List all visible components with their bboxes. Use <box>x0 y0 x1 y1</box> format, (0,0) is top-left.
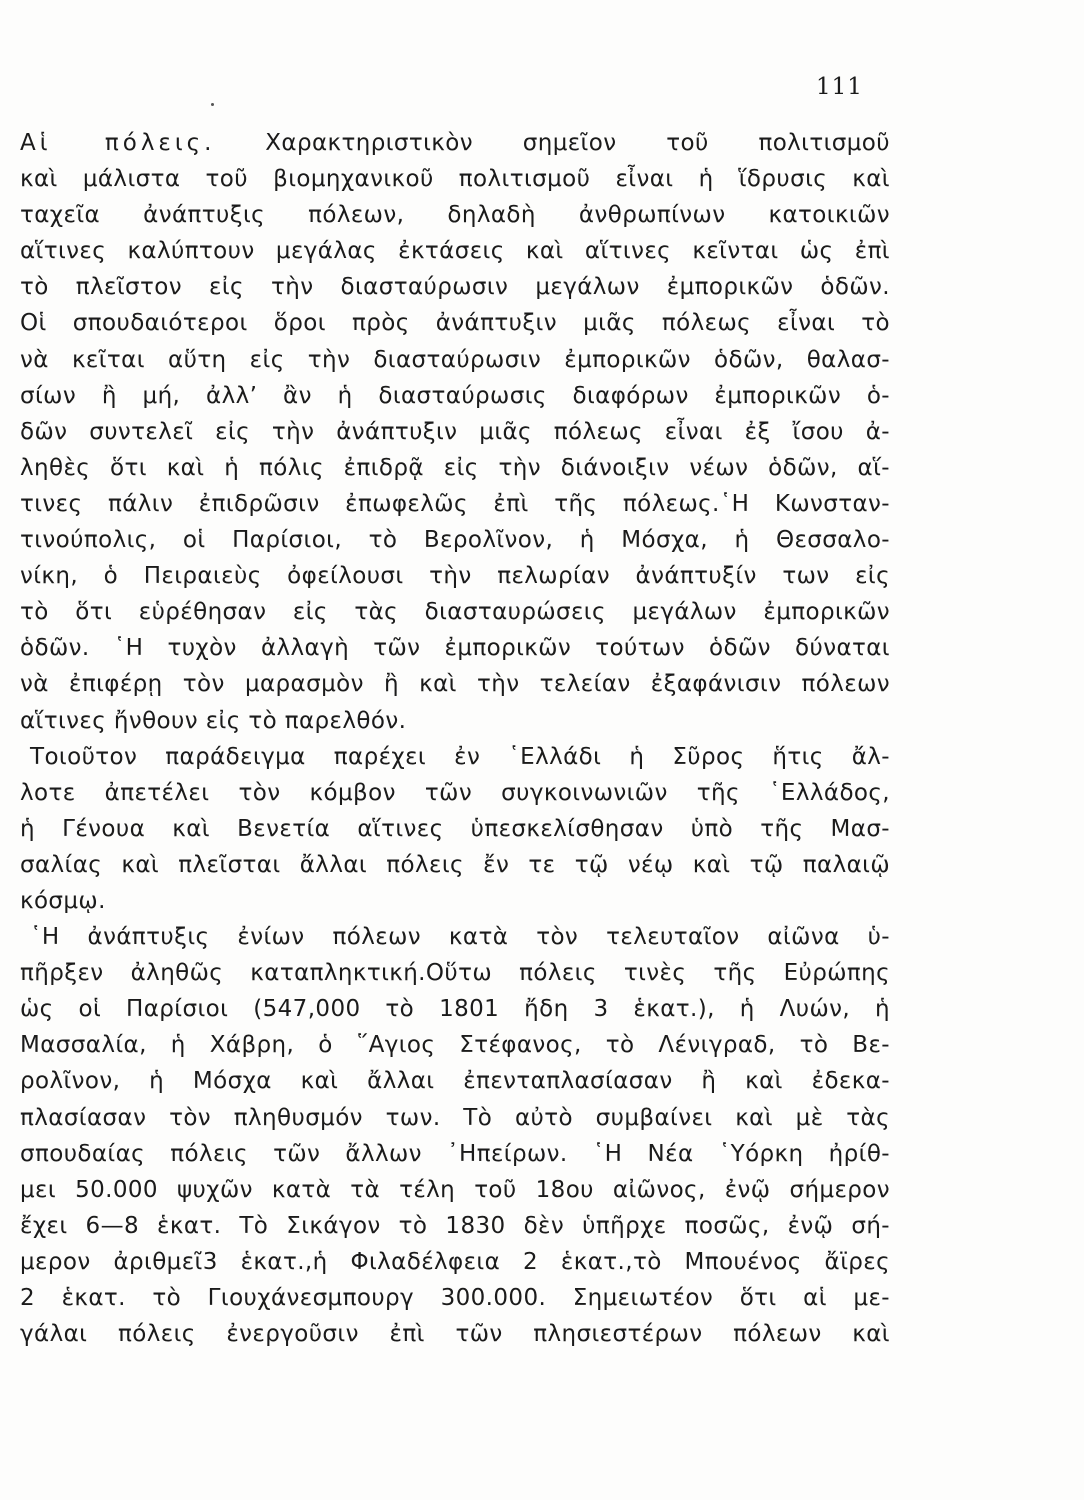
text-line: τὸ πλεῖστον εἰς τὴν διασταύρωσιν μεγάλων ἐμπορικῶν ὁδῶν. <box>20 274 890 301</box>
text-line: τινούπολις, οἱ Παρίσιοι, τὸ Βερολῖνον, ἡ Μόσχα, ἡ Θεσσαλο- <box>20 527 890 554</box>
text-line: ταχεῖα ἀνάπτυξις πόλεων, δηλαδὴ ἀνθρωπίνων κατοικιῶν <box>20 202 890 229</box>
text-line: ὁδῶν. ῾Η τυχὸν ἀλλαγὴ τῶν ἐμπορικῶν τούτων ὁδῶν δύναται <box>20 635 890 662</box>
text-line: νὰ ἐπιφέρῃ τὸν μαρασμὸν ἢ καὶ τὴν τελείαν ἐξαφάνισιν πόλεων <box>20 671 890 698</box>
text-line: σαλίας καὶ πλεῖσται ἄλλαι πόλεις ἔν τε τῷ νέῳ καὶ τῷ παλαιῷ <box>20 851 890 878</box>
text-line: σπουδαίας πόλεις τῶν ἄλλων ᾿Ηπείρων. ῾Η Νέα ῾Υόρκη ἠρίθ- <box>20 1140 890 1167</box>
text-line-content: Χαρακτηριστικὸν σημεῖον τοῦ πολιτισμοῦ <box>265 130 890 156</box>
text-line: τινες πάλιν ἐπιδρῶσιν ἐπωφελῶς ἐπὶ τῆς πόλεως.῾Η Κωνσταν- <box>20 490 890 517</box>
body-text <box>20 125 890 1352</box>
text-line: αἵτινες καλύπτουν μεγάλας ἐκτάσεις καὶ αἵτινες κεῖνται ὡς ἐπὶ <box>20 238 890 265</box>
text-line: δῶν συντελεῖ εἰς τὴν ἀνάπτυξιν μιᾶς πόλεως εἶναι ἐξ ἴσου ἀ- <box>20 418 890 445</box>
text-line: Μασσαλία, ἡ Χάβρη, ὁ ῞Αγιος Στέφανος, τὸ Λένιγραδ, τὸ Βε- <box>20 1032 890 1059</box>
text-line: Οἱ σπουδαιότεροι ὅροι πρὸς ἀνάπτυξιν μιᾶς πόλεως εἶναι τὸ <box>20 310 890 337</box>
text-line <box>20 125 890 161</box>
text-line: νίκη, ὁ Πειραιεὺς ὀφείλουσι τὴν πελωρίαν ἀνάπτυξίν των εἰς <box>20 563 890 590</box>
text-line: κόσμῳ. <box>20 887 106 914</box>
text-line: ληθὲς ὅτι καὶ ἡ πόλις ἐπιδρᾷ εἰς τὴν διάνοιξιν νέων ὁδῶν, αἵ- <box>20 454 890 481</box>
text-line: ἡ Γένουα καὶ Βενετία αἵτινες ὑπεσκελίσθησαν ὑπὸ τῆς Μασ- <box>20 815 890 842</box>
text-line: ἔχει 6—8 ἑκατ. Τὸ Σικάγον τὸ 1830 δὲν ὑπῆρχε ποσῶς, ἐνῷ σή- <box>20 1212 890 1239</box>
text-line: τὸ ὅτι εὑρέθησαν εἰς τὰς διασταυρώσεις μεγάλων ἐμπορικῶν <box>20 599 890 626</box>
text-line: μει 50.000 ψυχῶν κατὰ τὰ τέλη τοῦ 18ου αἰῶνος, ἐνῷ σήμερον <box>20 1176 890 1203</box>
text-line: 2 ἑκατ. τὸ Γιουχάνεσμπουργ 300.000. Σημειωτέον ὅτι αἱ με- <box>20 1285 890 1311</box>
text-line: ῾Η ἀνάπτυξις ἐνίων πόλεων κατὰ τὸν τελευταῖον αἰῶνα ὑ- <box>30 924 890 951</box>
text-line: νὰ κεῖται αὕτη εἰς τὴν διασταύρωσιν ἐμπορικῶν ὁδῶν, θαλασ- <box>20 346 890 373</box>
text-line: αἵτινες ἤνθουν εἰς τὸ παρελθόν. <box>20 707 407 734</box>
text-line: ὡς οἱ Παρίσιοι (547,000 τὸ 1801 ἤδη 3 ἑκατ.), ἡ Λυών, ἡ <box>20 996 890 1023</box>
text-line: σίων ἢ μή, ἀλλ’ ἂν ἡ διασταύρωσις διαφόρων ἐμπορικῶν ὁ- <box>20 382 890 409</box>
text-line: λοτε ἀπετέλει τὸν κόμβον τῶν συγκοινωνιῶν τῆς ῾Ελλάδος, <box>20 779 890 806</box>
text-line: ρολῖνον, ἡ Μόσχα καὶ ἄλλαι ἐπενταπλασίασαν ἢ καὶ ἐδεκα- <box>20 1068 890 1095</box>
text-line: Τοιοῦτον παράδειγμα παρέχει ἐν ῾Ελλάδι ἡ Σῦρος ἥτις ἄλ- <box>30 743 890 770</box>
page-number: 111 <box>816 74 863 100</box>
text-line: μερον ἀριθμεῖ3 ἑκατ.,ἡ Φιλαδέλφεια 2 ἑκατ.,τὸ Μπουένος ἄϊρες <box>20 1248 890 1275</box>
text-line: γάλαι πόλεις ἐνεργοῦσιν ἐπὶ τῶν πλησιεστέρων πόλεων καὶ <box>20 1321 890 1348</box>
section-heading: Αἱ πόλεις. <box>20 130 216 156</box>
speck-mark <box>211 103 214 106</box>
text-line: πῆρξεν ἀληθῶς καταπληκτική.Οὕτω πόλεις τινὲς τῆς Εὐρώπης <box>20 960 890 987</box>
text-line: πλασίασαν τὸν πληθυσμόν των. Τὸ αὐτὸ συμβαίνει καὶ μὲ τὰς <box>20 1104 890 1131</box>
text-line: καὶ μάλιστα τοῦ βιομηχανικοῦ πολιτισμοῦ εἶναι ἡ ἵδρυσις καὶ <box>20 166 890 193</box>
